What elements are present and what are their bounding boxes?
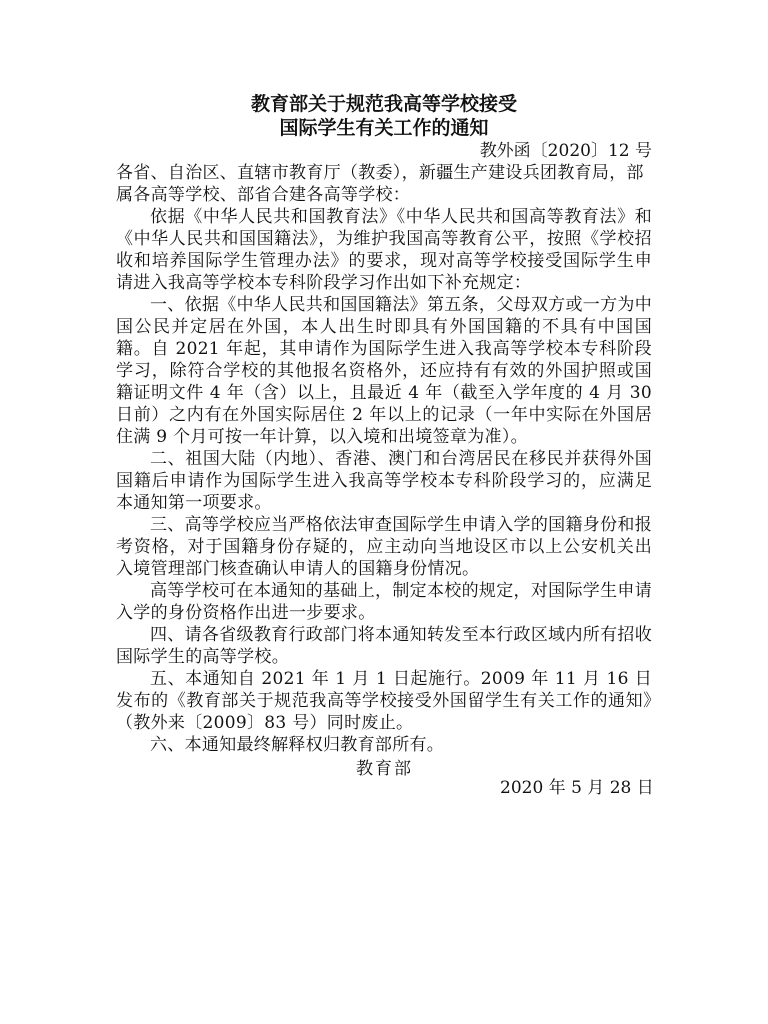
- paragraph-item-6: 六、本通知最终解释权归教育部所有。: [150, 735, 445, 755]
- document-title-line-2: 国际学生有关工作的通知: [279, 117, 489, 139]
- paragraph-preamble: 依据《中华人民共和国教育法》《中华人民共和国高等教育法》和《中华人民共和国国籍法》，为维护我国高等教育公平，按照《学校招收和培养国际学生管理办法》的要求，现对高等学校接受国际学生申请进入我高等学校本专科阶段学习作出如下补充规定：: [116, 207, 652, 293]
- paragraph-item-1: 一、依据《中华人民共和国国籍法》第五条，父母双方或一方为中国公民并定居在外国，本人出生时即具有外国国籍的不具有中国国籍。自 2021 年起，其申请作为国际学生进入我高等学校本专科阶段学习，除符合学校的其他报名资格外，还应持有有效的外国护照或国籍证明文件 4 年（含）以上，且最近 4 年（截至入学年度的 4 月 30 日前）之内有在外国实际居住 2 年以上的记录（一年中实际在外国居住满 9 个月可按一年计算，以入境和出境签章为准）。: [116, 295, 652, 447]
- document-body: [116, 92, 652, 756]
- paragraph-item-5: 五、本通知自 2021 年 1 月 1 日起施行。2009 年 11 月 16 日发布的《教育部关于规范我高等学校接受外国留学生有关工作的通知》（教外来〔2009〕83 号）同时废止。: [116, 669, 652, 733]
- paragraph-item-2: 二、祖国大陆（内地）、香港、澳门和台湾居民在移民并获得外国国籍后申请作为国际学生进入我高等学校本专科阶段学习的，应满足本通知第一项要求。: [116, 449, 652, 513]
- document-title: [116, 92, 652, 140]
- document-number: 教外函〔2020〕12 号: [479, 141, 652, 161]
- issue-date: 2020 年 5 月 28 日: [500, 778, 654, 798]
- addressee: 各省、自治区、直辖市教育厅（教委），新疆生产建设兵团教育局，部属各高等学校、部省合建各高等学校：: [116, 163, 644, 205]
- paragraph-item-3: 三、高等学校应当严格依法审查国际学生申请入学的国籍身份和报考资格，对于国籍身份存疑的，应主动向当地设区市以上公安机关出入境管理部门核查确认申请人的国籍身份情况。: [116, 515, 652, 579]
- signer-name: 教育部: [356, 759, 413, 779]
- paragraph-item-4: 四、请各省级教育行政部门将本通知转发至本行政区域内所有招收国际学生的高等学校。: [116, 625, 652, 667]
- paragraph-item-3-supplement: 高等学校可在本通知的基础上，制定本校的规定，对国际学生申请入学的身份资格作出进一步要求。: [116, 581, 652, 623]
- document-title-line-1: 教育部关于规范我高等学校接受: [250, 93, 517, 115]
